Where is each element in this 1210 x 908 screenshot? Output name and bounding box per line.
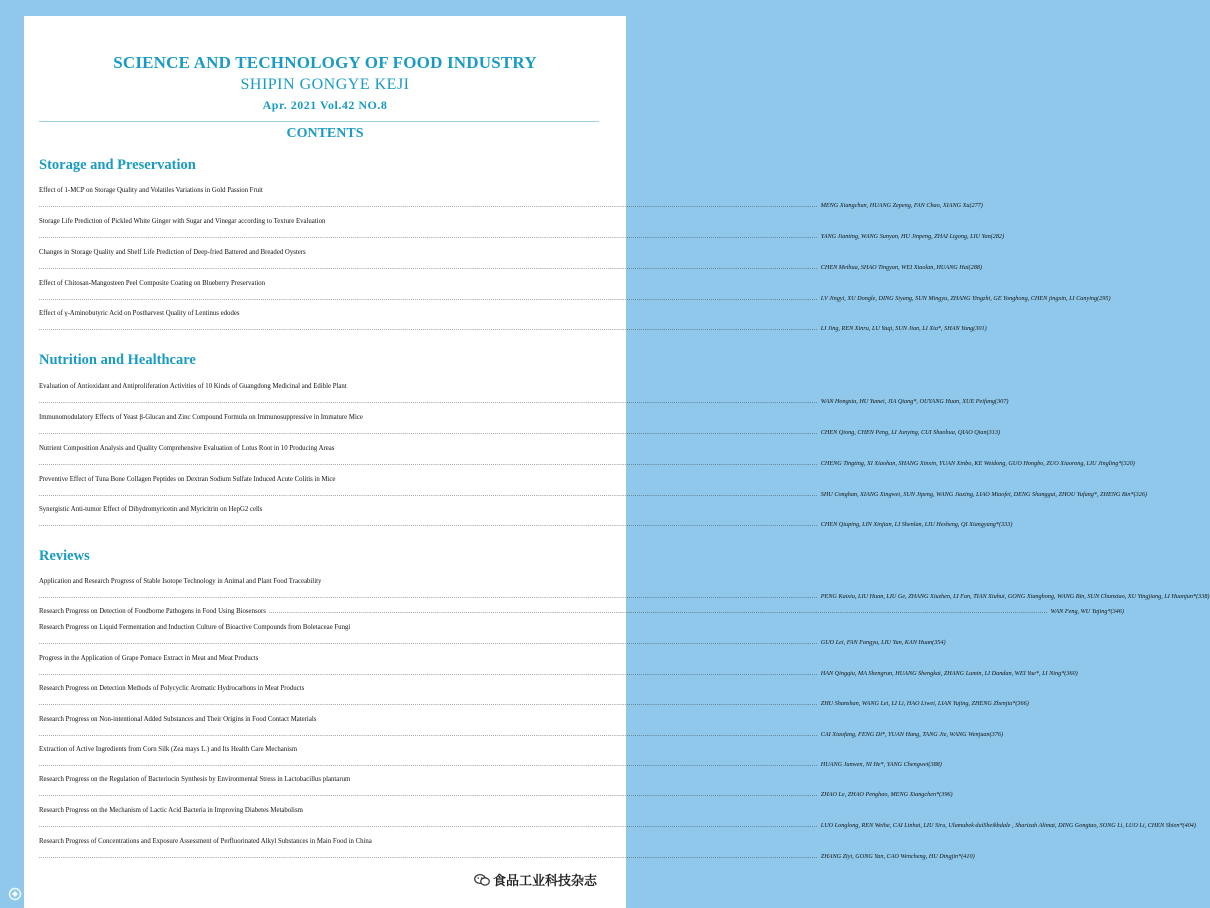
entry-title: Evaluation of Antioxidant and Antiproliferation Activities of 10 Kinds of Guangdong Medicinal and Edible Plant (39, 383, 347, 390)
dot-leader: ................................................................................................................................................................................................................................................................................................................................................................................................................ (39, 460, 818, 467)
entry-title: Application and Research Progress of Stable Isotope Technology in Animal and Plant Food Traceability (39, 578, 322, 585)
entry-authors-line (39, 428, 1001, 437)
entry-authors: GUO Lei, FAN Fangyu, LIU Yun, KAN Huan(354) (820, 639, 946, 646)
toc-entry[interactable] (39, 248, 982, 271)
dot-leader: ................................................................................................................................................................................................................................................................................................................................................................................................................ (268, 608, 1048, 615)
toc-entry[interactable] (39, 623, 946, 646)
entry-title: Nutrient Composition Analysis and Quality Comprehensive Evaluation of Lotus Root in 10 Producing Areas (39, 445, 335, 452)
entry-title: Effect of γ-Aminobutyric Acid on Postharvest Quality of Lentinus edodes (39, 310, 240, 317)
dot-leader: ................................................................................................................................................................................................................................................................................................................................................................................................................ (39, 853, 818, 860)
entry-title: Research Progress on Liquid Fermentation and Induction Culture of Bioactive Compounds from Boletaceae Fungi (39, 624, 351, 631)
contents-heading: CONTENTS (286, 126, 364, 141)
toc-entry[interactable] (39, 577, 1210, 600)
contents-page (24, 16, 1210, 908)
wechat-icon (474, 873, 490, 887)
entry-title: Research Progress on the Mechanism of Lactic Acid Bacteria in Improving Diabetes Metabolism (39, 807, 303, 814)
entry-authors: CHENG Tingting, XI Xiaohan, SHANG Xinxin, YUAN Xinbo, KE Weidong, GUO Hongbo, ZUO Xiaorong, LIU Jingling*(320) (820, 460, 1135, 467)
entry-authors: PENG Kaixiu, LIU Huan, LIU Ge, ZHANG Xiuzhen, LI Fan, TIAN Xiuhui, GONG Xianghong, WANG Bin, SUN Chunxiao, XU Yingjiang, LI Huanjun*(338) (820, 593, 1210, 600)
dot-leader: ................................................................................................................................................................................................................................................................................................................................................................................................................ (39, 491, 818, 498)
entry-title: Immunomodulatory Effects of Yeast β-Glucan and Zinc Compound Formula on Immunosuppressive in Immature Mice (39, 414, 363, 421)
entry-authors: LI Jing, REN Xinru, LU Yaqi, SUN Jian, LI Xia*, SHAN Yang(301) (820, 325, 987, 332)
journal-title: SCIENCE AND TECHNOLOGY OF FOOD INDUSTRY (113, 53, 537, 72)
entry-authors-line (39, 760, 942, 769)
toc-entry[interactable] (39, 775, 953, 798)
toc-entry[interactable] (39, 837, 975, 860)
journal-issue-info: Apr. 2021 Vol.42 NO.8 (262, 98, 388, 112)
entry-authors: SHU Conghan, XIANG Xingwei, SUN Jipeng, WANG Jiaxing, LIAO Miaofei, DENG Shanggui, ZHOU Yufang*, ZHENG Bin*(326) (820, 491, 1147, 498)
entry-authors-line (39, 459, 1135, 468)
entry-authors: ZHU Shanshan, WANG Lei, LI Li, HAO Liwei, LIAN Yujing, ZHENG Zhenjia*(366) (820, 700, 1029, 707)
entry-title: Synergistic Anti-tumor Effect of Dihydromyricetin and Myricitrin on HepG2 cells (39, 506, 263, 513)
entry-title: Research Progress on Detection Methods of Polycyclic Aromatic Hydrocarbons in Meat Products (39, 685, 305, 692)
entry-title: Storage Life Prediction of Pickled White Ginger with Sugar and Vinegar according to Texture Evaluation (39, 218, 326, 225)
entry-authors-line (39, 592, 1210, 601)
dot-leader: ................................................................................................................................................................................................................................................................................................................................................................................................................ (39, 429, 818, 436)
watermark-right-text: 食品工业科技杂志 (493, 874, 598, 889)
dot-leader: ................................................................................................................................................................................................................................................................................................................................................................................................................ (39, 639, 818, 646)
watermark-left (8, 886, 73, 903)
entry-authors-line (39, 201, 983, 210)
toc-entry[interactable] (39, 505, 1013, 528)
toc-entry[interactable] (39, 654, 1078, 677)
dot-leader: ................................................................................................................................................................................................................................................................................................................................................................................................................ (39, 325, 818, 332)
dot-leader: ................................................................................................................................................................................................................................................................................................................................................................................................................ (39, 202, 818, 209)
brand-logo-icon (8, 887, 22, 901)
entry-authors: CHEN Meihua, SHAO Tingyan, WEI Xiaolan, HUANG Hai(288) (820, 264, 982, 271)
entry-authors-line (39, 669, 1078, 678)
dot-leader: ................................................................................................................................................................................................................................................................................................................................................................................................................ (39, 700, 818, 707)
toc-entry[interactable] (39, 309, 987, 332)
entry-authors: ZHANG Ziyi, GONG Yan, CAO Wencheng, HU Dingjin*(410) (820, 853, 975, 860)
entry-authors: LV Jingyi, XU Dongle, DING Siyang, SUN Mingyu, ZHANG Yingzhi, GE Yonghong, CHEN jingxin, LI Canying(295) (820, 295, 1111, 302)
header-divider (39, 121, 599, 122)
entry-authors: HUANG Junwen, NI He*, YANG Chengwei(388) (820, 761, 942, 768)
dot-leader: ................................................................................................................................................................................................................................................................................................................................................................................................................ (39, 233, 818, 240)
entry-authors-line (39, 232, 1005, 241)
entry-authors-line (39, 638, 946, 647)
entry-authors: WAN Feng, WU Yajing*(346) (1050, 608, 1124, 615)
entry-authors: ZHAO Le, ZHAO Penghao, MENG Xiangchen*(396) (820, 791, 953, 798)
entry-authors: HAN Qingqiu, MA Shengrun, HUANG Shengkai, ZHANG Lumin, LI Dandan, WEI Yue*, LI Ning*(360) (820, 670, 1078, 677)
entry-authors: LUO Longlong, REN Weihe, CAI Linhai, LIU Siru, Ulamubek·duiSheikhdale , Sharizah Alimat, DING Gongtao, SONG Li, LUO Li, CHEN Shien*(404) (820, 822, 1196, 829)
entry-authors: CHEN Qiuping, LIN Xinjian, LI Shenlan, LIU Hesheng, QI Xiangyang*(333) (820, 521, 1013, 528)
entry-title: Effect of 1-MCP on Storage Quality and Volatiles Variations in Gold Passion Fruit (39, 187, 263, 194)
watermark-left-text: 大歆跨境 (25, 888, 74, 902)
entry-title: Extraction of Active Ingredients from Corn Silk (Zea mays L.) and Its Health Care Mechanism (39, 746, 298, 753)
entry-authors-line (39, 294, 1111, 303)
dot-leader: ................................................................................................................................................................................................................................................................................................................................................................................................................ (39, 264, 818, 271)
entry-title: Changes in Storage Quality and Shelf Life Prediction of Deep-fried Battered and Breaded Oysters (39, 249, 306, 256)
toc-entry[interactable] (39, 382, 1009, 405)
entry-authors: CAI Xiaofang, FENG Di*, YUAN Hang, TANG Jie, WANG Wenjuan(376) (820, 731, 1004, 738)
dot-leader: ................................................................................................................................................................................................................................................................................................................................................................................................................ (39, 521, 818, 528)
toc-entry[interactable] (39, 806, 1196, 829)
toc-entry[interactable] (39, 475, 1147, 498)
entry-authors-line (39, 324, 987, 333)
entry-authors: WAN Hongxia, HU Yumei, JIA Qiang*, OUYANG Huan, XUE Peifang(307) (820, 398, 1009, 405)
toc-entry[interactable] (39, 413, 1001, 436)
toc-entry[interactable] (39, 186, 983, 209)
toc-entry[interactable] (39, 217, 1005, 240)
entry-authors: CHEN Qiong, CHEN Peng, LI Junying, CUI Shaohua, QIAO Qian(313) (820, 429, 1001, 436)
toc-entry[interactable] (39, 279, 1111, 302)
entry-title: Effect of Chitosan-Mangosteen Peel Composite Coating on Blueberry Preservation (39, 280, 266, 287)
dot-leader: ................................................................................................................................................................................................................................................................................................................................................................................................................ (39, 822, 818, 829)
entry-authors-line (39, 821, 1196, 830)
section-heading-reviews: Reviews (39, 548, 90, 564)
entry-title: Research Progress of Concentrations and Exposure Assessment of Perfluorinated Alkyl Substances in Main Food in China (39, 838, 372, 845)
entry-authors-line (39, 607, 1124, 616)
entry-title: Research Progress on the Regulation of Bacteriocin Synthesis by Environmental Stress in Lactobacillus plantarum (39, 776, 351, 783)
dot-leader: ................................................................................................................................................................................................................................................................................................................................................................................................................ (39, 670, 818, 677)
entry-title: Progress in the Application of Grape Pomace Extract in Meat and Meat Products (39, 655, 259, 662)
toc-entry[interactable] (39, 444, 1135, 467)
section-heading-storage: Storage and Preservation (39, 157, 196, 173)
dot-leader: ................................................................................................................................................................................................................................................................................................................................................................................................................ (39, 731, 818, 738)
entry-authors-line (39, 699, 1029, 708)
dot-leader: ................................................................................................................................................................................................................................................................................................................................................................................................................ (39, 791, 818, 798)
toc-entry[interactable] (39, 745, 942, 768)
dot-leader: ................................................................................................................................................................................................................................................................................................................................................................................................................ (39, 295, 818, 302)
dot-leader: ................................................................................................................................................................................................................................................................................................................................................................................................................ (39, 593, 818, 600)
toc-entry[interactable] (39, 684, 1029, 707)
entry-authors-line (39, 263, 982, 272)
entry-authors-line (39, 520, 1013, 529)
watermark-right (474, 870, 597, 889)
entry-title: Research Progress on Detection of Foodborne Pathogens in Food Using Biosensors (39, 608, 266, 615)
entry-authors-line (39, 397, 1009, 406)
entry-authors-line (39, 790, 953, 799)
entry-authors-line (39, 490, 1147, 499)
journal-pinyin-title: SHIPIN GONGYE KEJI (240, 76, 410, 93)
section-heading-nutrition: Nutrition and Healthcare (39, 352, 196, 368)
dot-leader: ................................................................................................................................................................................................................................................................................................................................................................................................................ (39, 761, 818, 768)
entry-title: Preventive Effect of Tuna Bone Collagen Peptides on Dextran Sodium Sulfate Induced Acute Colitis in Mice (39, 476, 336, 483)
toc-entry[interactable] (39, 715, 1004, 738)
entry-title: Research Progress on Non-intentional Added Substances and Their Origins in Food Contact Materials (39, 716, 317, 723)
entry-authors: YANG Jianting, WANG Sunyan, HU Jinpeng, ZHAI Ligong, LIU Yan(282) (820, 233, 1005, 240)
entry-authors-line (39, 852, 975, 861)
entry-authors: MENG Xiangchun, HUANG Zepeng, FAN Chao, XIANG Xu(277) (820, 202, 983, 209)
entry-authors-line (39, 730, 1004, 739)
dot-leader: ................................................................................................................................................................................................................................................................................................................................................................................................................ (39, 398, 818, 405)
